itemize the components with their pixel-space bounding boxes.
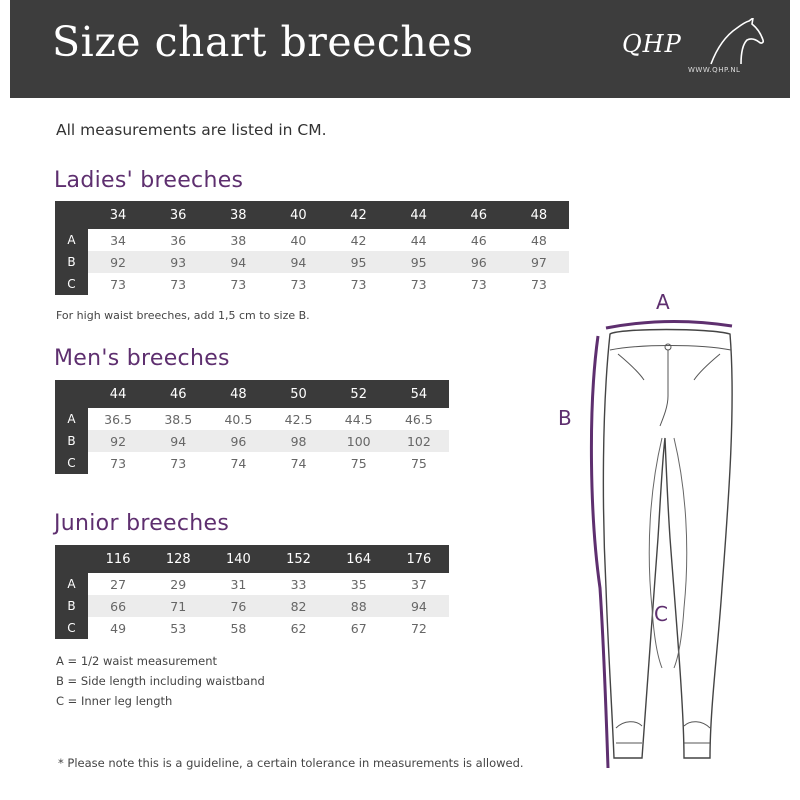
table-cell: 73 bbox=[110, 455, 127, 471]
table-cell: 92 bbox=[88, 251, 148, 273]
breeches-illustration bbox=[550, 288, 750, 788]
measurement-legend bbox=[56, 651, 265, 711]
size-header: 116 bbox=[88, 545, 148, 573]
ladies-note: For high waist breeches, add 1,5 cm to size B. bbox=[56, 309, 310, 322]
breeches-outline bbox=[550, 288, 750, 788]
table-cell: 42.5 bbox=[284, 411, 313, 427]
label-b: B bbox=[558, 406, 572, 430]
row-label: B bbox=[55, 430, 88, 452]
table-cell: 73 bbox=[170, 455, 187, 471]
table-cell: 33 bbox=[290, 576, 307, 592]
size-header: 40 bbox=[268, 201, 328, 229]
table-cell: 27 bbox=[110, 576, 127, 592]
table-row bbox=[55, 229, 569, 251]
table-corner bbox=[55, 380, 88, 408]
size-header: 42 bbox=[329, 201, 389, 229]
table-cell: 35 bbox=[350, 576, 367, 592]
table-cell: 36 bbox=[170, 232, 187, 248]
page-title: Size chart breeches bbox=[52, 18, 474, 66]
header bbox=[10, 0, 790, 98]
table-cell: 75 bbox=[410, 455, 427, 471]
table-row bbox=[55, 617, 449, 639]
intro-text: All measurements are listed in CM. bbox=[56, 121, 327, 139]
table-cell: 73 bbox=[350, 276, 367, 292]
table-cell: 72 bbox=[410, 620, 427, 636]
table-cell: 49 bbox=[110, 620, 127, 636]
junior-size-table bbox=[55, 545, 449, 639]
table-cell: 73 bbox=[530, 276, 547, 292]
table-cell: 67 bbox=[350, 620, 367, 636]
table-cell: 102 bbox=[389, 430, 449, 452]
table-cell: 46 bbox=[470, 232, 487, 248]
table-cell: 40.5 bbox=[224, 411, 253, 427]
row-label: B bbox=[55, 595, 88, 617]
table-cell: 66 bbox=[88, 595, 148, 617]
label-a: A bbox=[656, 290, 670, 314]
table-cell: 74 bbox=[290, 455, 307, 471]
junior-title: Junior breeches bbox=[54, 511, 230, 536]
table-cell: 48 bbox=[530, 232, 547, 248]
brand-url: WWW.QHP.NL bbox=[688, 66, 741, 74]
table-cell: 34 bbox=[110, 232, 127, 248]
size-header: 50 bbox=[268, 380, 328, 408]
size-header: 46 bbox=[449, 201, 509, 229]
table-corner bbox=[55, 201, 88, 229]
men-title: Men's breeches bbox=[54, 346, 230, 371]
row-label: B bbox=[55, 251, 88, 273]
row-label: C bbox=[55, 452, 88, 474]
size-header: 140 bbox=[208, 545, 268, 573]
table-cell: 29 bbox=[170, 576, 187, 592]
table-cell: 62 bbox=[290, 620, 307, 636]
men-size-table bbox=[55, 380, 449, 474]
size-header: 48 bbox=[208, 380, 268, 408]
size-header: 46 bbox=[148, 380, 208, 408]
table-cell: 73 bbox=[290, 276, 307, 292]
table-row bbox=[55, 273, 569, 295]
row-label: C bbox=[55, 617, 88, 639]
size-header: 152 bbox=[268, 545, 328, 573]
table-cell: 93 bbox=[148, 251, 208, 273]
table-corner bbox=[55, 545, 88, 573]
table-cell: 31 bbox=[230, 576, 247, 592]
table-row bbox=[55, 408, 449, 430]
ladies-title: Ladies' breeches bbox=[54, 168, 244, 193]
brand-name: QHP bbox=[622, 30, 682, 58]
table-cell: 46.5 bbox=[404, 411, 433, 427]
table-cell: 73 bbox=[110, 276, 127, 292]
table-cell: 100 bbox=[329, 430, 389, 452]
table-cell: 82 bbox=[268, 595, 328, 617]
table-cell: 38 bbox=[230, 232, 247, 248]
table-row bbox=[55, 595, 449, 617]
table-row bbox=[55, 452, 449, 474]
table-cell: 97 bbox=[509, 251, 569, 273]
table-cell: 94 bbox=[389, 595, 449, 617]
table-cell: 94 bbox=[148, 430, 208, 452]
legend-item-a: A = 1/2 waist measurement bbox=[56, 654, 218, 668]
size-header: 36 bbox=[148, 201, 208, 229]
size-header: 48 bbox=[509, 201, 569, 229]
table-cell: 36.5 bbox=[104, 411, 132, 427]
size-header: 128 bbox=[148, 545, 208, 573]
row-label: C bbox=[55, 273, 88, 295]
table-cell: 73 bbox=[410, 276, 427, 292]
size-header: 44 bbox=[88, 380, 148, 408]
size-header: 54 bbox=[389, 380, 449, 408]
table-cell: 98 bbox=[268, 430, 328, 452]
table-cell: 42 bbox=[350, 232, 367, 248]
table-cell: 58 bbox=[230, 620, 247, 636]
legend-item-c: C = Inner leg length bbox=[56, 694, 173, 708]
table-cell: 40 bbox=[290, 232, 307, 248]
table-row bbox=[55, 430, 449, 452]
table-cell: 95 bbox=[329, 251, 389, 273]
table-cell: 95 bbox=[389, 251, 449, 273]
size-header: 34 bbox=[88, 201, 148, 229]
footnote: * Please note this is a guideline, a certain tolerance in measurements is allowed. bbox=[58, 756, 524, 770]
ladies-size-table bbox=[55, 201, 569, 295]
table-cell: 74 bbox=[230, 455, 247, 471]
table-cell: 71 bbox=[148, 595, 208, 617]
table-cell: 38.5 bbox=[164, 411, 193, 427]
table-row bbox=[55, 251, 569, 273]
table-row bbox=[55, 573, 449, 595]
table-cell: 73 bbox=[170, 276, 187, 292]
row-label: A bbox=[55, 573, 88, 595]
table-cell: 53 bbox=[170, 620, 187, 636]
size-header: 38 bbox=[208, 201, 268, 229]
table-cell: 44 bbox=[410, 232, 427, 248]
legend-item-b: B = Side length including waistband bbox=[56, 674, 265, 688]
table-cell: 73 bbox=[230, 276, 247, 292]
row-label: A bbox=[55, 229, 88, 251]
table-cell: 96 bbox=[208, 430, 268, 452]
size-header: 44 bbox=[389, 201, 449, 229]
size-header: 176 bbox=[389, 545, 449, 573]
table-cell: 73 bbox=[470, 276, 487, 292]
size-header: 164 bbox=[329, 545, 389, 573]
table-cell: 76 bbox=[208, 595, 268, 617]
table-cell: 44.5 bbox=[344, 411, 373, 427]
qhp-logo bbox=[622, 18, 772, 78]
table-cell: 75 bbox=[350, 455, 367, 471]
label-c: C bbox=[654, 602, 668, 626]
table-cell: 88 bbox=[329, 595, 389, 617]
table-cell: 96 bbox=[449, 251, 509, 273]
horse-head-icon bbox=[707, 18, 767, 68]
row-label: A bbox=[55, 408, 88, 430]
size-header: 52 bbox=[329, 380, 389, 408]
table-cell: 92 bbox=[88, 430, 148, 452]
table-cell: 37 bbox=[410, 576, 427, 592]
table-cell: 94 bbox=[208, 251, 268, 273]
table-cell: 94 bbox=[268, 251, 328, 273]
